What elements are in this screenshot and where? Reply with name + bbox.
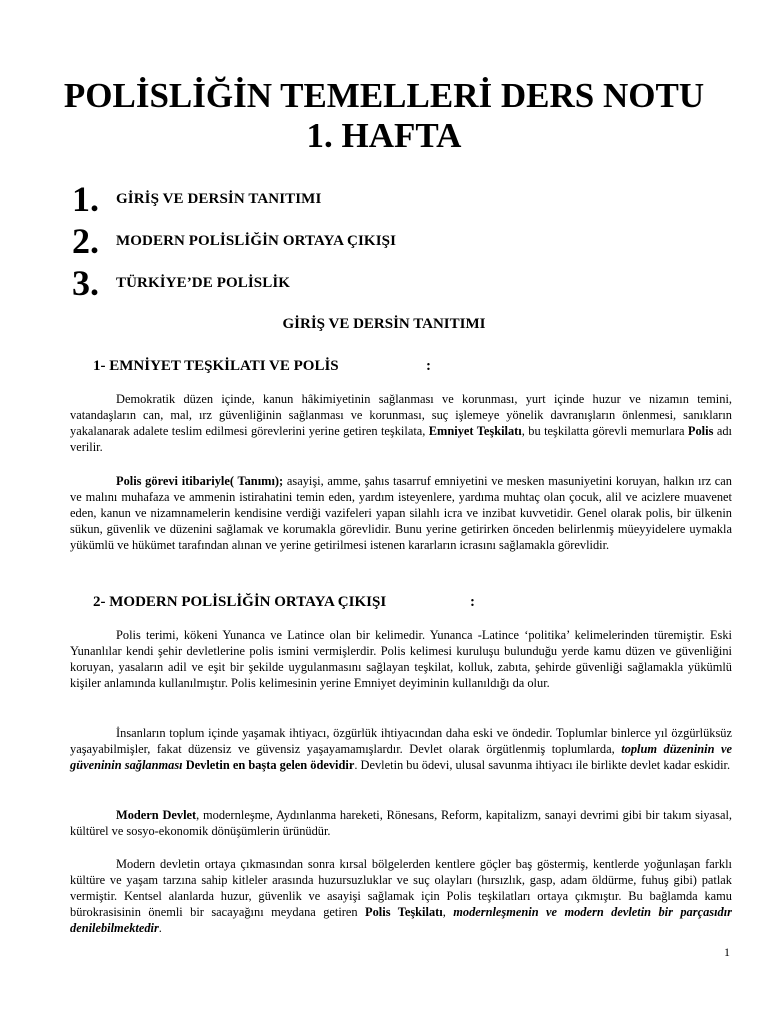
- paragraph-text: .: [158, 921, 162, 936]
- toc-number: 3.: [72, 263, 99, 303]
- paragraph-text: , modernleşme, Aydınlanma hareketi, Rönesans, Reform, kapitalizm, sanayi devrimi gibi bir takım siyasal, kültürel ve sosyo-ekonomik dönüşümlerin ürünüdür.: [70, 808, 732, 839]
- section-heading-colon: :: [470, 594, 475, 610]
- section-heading-text: 2- MODERN POLİSLİĞİN ORTAYA ÇIKIŞI: [93, 594, 387, 610]
- paragraph: [70, 627, 732, 691]
- bold-term: Polis görevi itibariyle( Tanımı);: [116, 474, 284, 488]
- paragraph-text: Polis terimi, kökeni Yunanca ve Latince olan bir kelimedir. Yunanca -Latince ‘politika’ kelimelerinden türemiştir. Eski Yunanlılar kendi şehir devletlerine polis ismini vermişlerdir. Polis kelimesi kuruluşu bulunduğu yerde kamu düzen ve güvenliğini koruyan, yasaların adil ve eşit bir şekilde uygulanmasını sağlayan teşkilat, kolluk, zabıta, şehirde güvenliği sağlamakla yükümlü kişiler anlamında kullanılmıştır. Polis kelimesinin yerine Emniyet deyiminin kullanıldığı da olur.: [70, 628, 732, 691]
- section-heading-text: 1- EMNİYET TEŞKİLATI VE POLİS: [93, 358, 339, 374]
- paragraph: [70, 391, 732, 455]
- bold-italic-term: modernleşmenin ve modern devletin bir parçasıdır denilebilmektedir: [70, 905, 732, 936]
- bold-italic-term: toplum düzeninin ve güveninin sağlanması: [70, 742, 732, 773]
- paragraph-text: Modern devletin ortaya çıkmasından sonra kırsal bölgelerden kentlere göçler baş göstermiş, kentlerde yoğunlaşan farklı kültüre ve yaşam tarzına sahip kitleler arasında huzursuzluklar ve suç olayları (hırsızlık, gasp, adam öldürme, fuhuş gibi) patlak vermiştir. Kentsel alanlarda huzur, güvenlik ve asayişi sağlamak için Polis teşkilatları ortaya çıkmıştır. Bu bağlamda kamu bürokrasisinin önemli bir sacayağını meydana getiren: [70, 857, 732, 920]
- section-heading-2: [93, 594, 475, 611]
- bold-term: Modern Devlet: [116, 808, 197, 822]
- toc-item: [72, 220, 692, 262]
- paragraph-text: asayişi, amme, şahıs tasarruf emniyetini ve mesken masuniyetini koruyan, halkın ırz can ve malını muhafaza ve ammenin istirahatini temin eden, yardım isteyenlere, yardıma muhtaç olan çocuk, alil ve acizlere muavenet eden, kanun ve nizamnamelerin kendisine verdiği vazifeleri yapan silahlı icra ve inzibat kuvvetidir. Genel olarak polis, bir ülkenin sükun, güvenlik ve düzenini sağlamak ve korumakla görevlidir. Bunu yerine getirirken önceden belirlenmiş müeyyidelere uymakla yükümlü ve hükümet tarafından alınan ve yerine getirilmesi istenen kararların icrasını sağlamakla görevlidir.: [70, 474, 732, 553]
- paragraph-text: . Devletin bu ödevi, ulusal savunma ihtiyacı ile birlikte devlet kadar eskidir.: [354, 758, 731, 773]
- paragraph-text: adı verilir.: [70, 424, 732, 455]
- bold-term: Polis: [687, 424, 714, 439]
- page-number: 1: [724, 945, 730, 959]
- document-title: [40, 76, 728, 156]
- paragraph: [70, 856, 732, 936]
- toc-label: MODERN POLİSLİĞİN ORTAYA ÇIKIŞI: [116, 232, 397, 249]
- toc-label: TÜRKİYE’DE POLİSLİK: [116, 274, 291, 291]
- section-title: GİRİŞ VE DERSİN TANITIMI: [282, 316, 486, 332]
- paragraph: [70, 473, 732, 553]
- bold-term: Emniyet Teşkilatı: [428, 424, 522, 439]
- table-of-contents: [72, 178, 692, 304]
- paragraph-text: ,: [442, 905, 454, 920]
- paragraph: [70, 807, 732, 839]
- paragraph: [70, 725, 732, 773]
- section-heading-colon: :: [426, 358, 431, 374]
- toc-item: [72, 262, 692, 304]
- toc-label: GİRİŞ VE DERSİN TANITIMI: [116, 190, 322, 207]
- title-line-1: POLİSLİĞİN TEMELLERİ DERS NOTU: [63, 76, 705, 115]
- toc-number: 1.: [72, 179, 99, 219]
- paragraph-text: Demokratik düzen içinde, kanun hâkimiyetinin sağlanması ve korunması, yurt içinde huzur ve nizamın temini, vatandaşların can, mal, ırz güvenliğinin sağlanması ve korunması, suç işlemeye yönelik davranışların önlenmesi, sanıkların yakalanarak adalete teslim edilmesi görevlerini yerine getiren teşkilata,: [70, 392, 732, 439]
- title-line-2: 1. HAFTA: [306, 116, 462, 155]
- bold-term: Devletin en başta gelen ödevidir: [182, 758, 355, 773]
- paragraph-text: İnsanların toplum içinde yaşamak ihtiyacı, özgürlük ihtiyacından daha eski ve öndedir. Toplumlar binlerce yıl özgürlüksüz yaşayabilmişler, fakat düzensiz ve güvensiz yaşayamamışlardır. Devlet olarak örgütlenmiş toplumlarda,: [70, 726, 732, 757]
- toc-item: [72, 178, 692, 220]
- toc-number: 2.: [72, 221, 99, 261]
- bold-term: Polis Teşkilatı: [365, 905, 443, 920]
- paragraph-text: , bu teşkilatta görevli memurlara: [521, 424, 688, 439]
- section-heading-1: [93, 358, 431, 375]
